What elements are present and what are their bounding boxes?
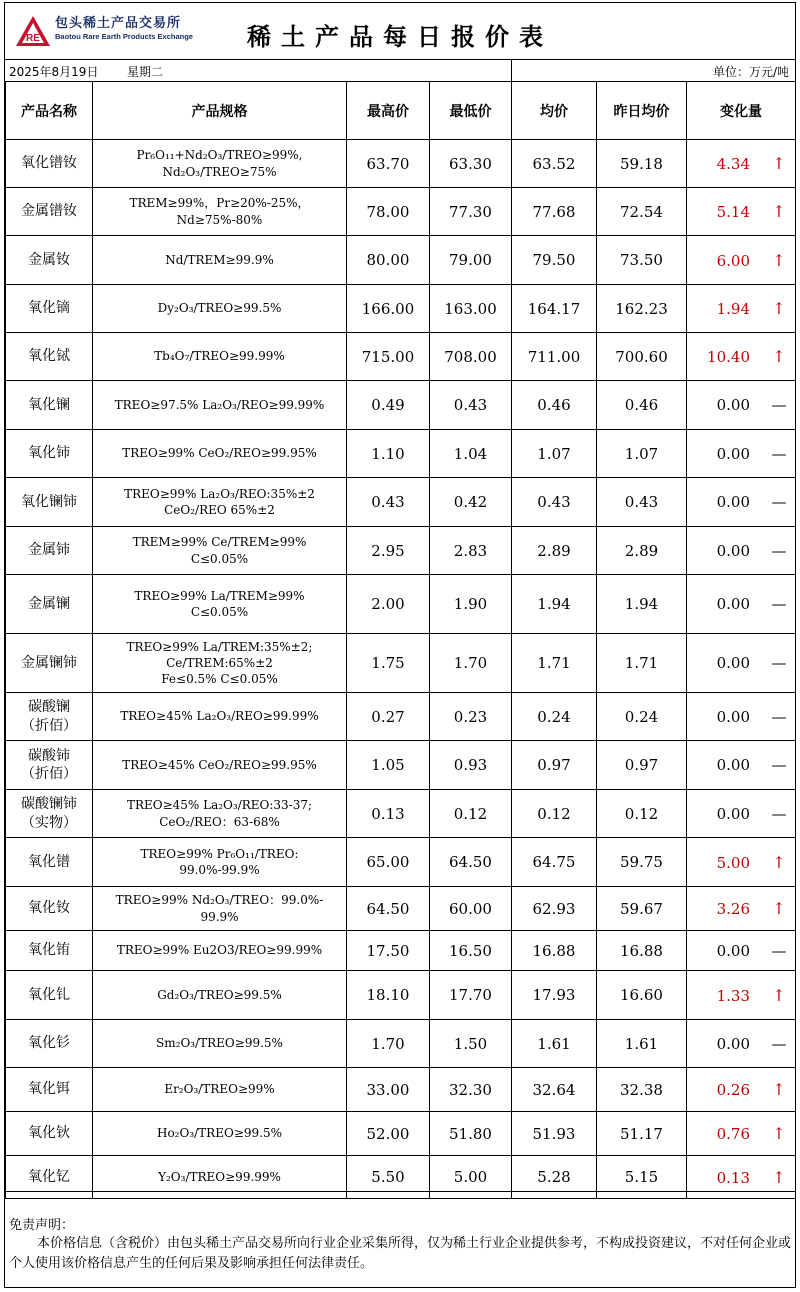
table-row — [6, 236, 796, 285]
low-price: 17.70 — [430, 971, 512, 1020]
product-name-cell — [6, 140, 93, 188]
product-spec-cell — [93, 333, 347, 381]
avg-price: 17.93 — [512, 971, 597, 1020]
change-cell — [687, 931, 796, 971]
product-spec-cell — [93, 478, 347, 527]
product-name: （实物） — [21, 814, 77, 831]
change-cell — [687, 236, 796, 285]
product-spec-line: Sm₂O₃/TREO≥99.5% — [156, 1036, 283, 1051]
change-cell — [687, 333, 796, 381]
change-value: 0.76 — [716, 1125, 750, 1143]
table-row — [6, 693, 796, 741]
product-name-cell — [6, 478, 93, 527]
product-name-cell — [6, 1020, 93, 1068]
low-price: 0.42 — [430, 478, 512, 527]
prev-avg-price: 51.17 — [597, 1112, 687, 1156]
product-spec-line: TREO≥99% La/TREM≥99% — [134, 588, 305, 603]
table-row — [6, 1068, 796, 1112]
high-price: 715.00 — [347, 333, 430, 381]
product-spec-line: TREO≥97.5% La₂O₃/REO≥99.99% — [114, 397, 325, 412]
change-cell — [687, 381, 796, 430]
table-row — [6, 430, 796, 478]
product-name-cell — [6, 693, 93, 741]
product-name-cell — [6, 188, 93, 236]
high-price: 1.70 — [347, 1020, 430, 1068]
product-spec-cell — [93, 1112, 347, 1156]
price-unit: 单位：万元/吨 — [712, 65, 789, 79]
low-price: 16.50 — [430, 931, 512, 971]
product-name-cell — [6, 575, 93, 634]
high-price: 64.50 — [347, 887, 430, 931]
product-spec-line: CeO₂/REO 65%±2 — [164, 503, 275, 517]
avg-price: 1.71 — [512, 634, 597, 693]
prev-avg-price: 73.50 — [597, 236, 687, 285]
low-price: 32.30 — [430, 1068, 512, 1112]
product-name-cell — [6, 381, 93, 430]
disclaimer-title: 免责声明： — [9, 1218, 75, 1233]
avg-price: 32.64 — [512, 1068, 597, 1112]
product-name-cell — [6, 634, 93, 693]
product-spec-cell — [93, 430, 347, 478]
exchange-name-cn: 包头稀土产品交易所 — [55, 16, 182, 31]
change-value: 6.00 — [716, 251, 750, 270]
product-spec-line: TREO≥99% Eu2O3/REO≥99.99% — [116, 943, 323, 958]
product-name-cell — [6, 790, 93, 838]
high-price: 2.00 — [347, 575, 430, 634]
low-price: 1.90 — [430, 575, 512, 634]
avg-price: 0.24 — [512, 693, 597, 741]
report-date: 2025年8月19日 — [9, 65, 99, 79]
change-value: 0.00 — [716, 1034, 750, 1053]
change-cell — [687, 575, 796, 634]
high-price: 80.00 — [347, 236, 430, 285]
high-price: 33.00 — [347, 1068, 430, 1112]
high-price: 0.27 — [347, 693, 430, 741]
high-price: 52.00 — [347, 1112, 430, 1156]
product-name: 氧化钇 — [28, 1168, 70, 1185]
product-spec-cell — [93, 790, 347, 838]
col-header-product-name: 产品名称 — [6, 82, 93, 140]
product-spec-line: Er₂O₃/TREO≥99% — [164, 1082, 275, 1097]
arrow-up-icon: ↑ — [772, 985, 786, 1005]
product-name: 金属镨钕 — [21, 203, 77, 220]
product-spec-line: TREO≥99% CeO₂/REO≥99.95% — [122, 446, 317, 461]
product-spec-cell — [93, 381, 347, 430]
change-cell — [687, 1020, 796, 1068]
prev-avg-price: 1.07 — [597, 430, 687, 478]
product-spec-line: CeO₂/REO：63-68% — [159, 814, 280, 829]
change-value: 0.00 — [716, 941, 750, 960]
low-price: 77.30 — [430, 188, 512, 236]
product-name: 金属镧铈 — [21, 654, 77, 671]
product-spec-cell — [93, 188, 347, 236]
product-spec-line: C≤0.05% — [190, 551, 249, 566]
product-spec-cell — [93, 693, 347, 741]
table-row — [6, 381, 796, 430]
low-price: 60.00 — [430, 887, 512, 931]
col-header-prev-avg: 昨日均价 — [597, 82, 687, 140]
low-price: 0.23 — [430, 693, 512, 741]
table-row — [6, 140, 796, 188]
prev-avg-price: 5.15 — [597, 1156, 687, 1199]
change-value: 10.40 — [707, 348, 750, 366]
avg-price: 51.93 — [512, 1112, 597, 1156]
change-cell — [687, 1112, 796, 1156]
arrow-up-icon: ↑ — [772, 154, 786, 173]
change-value: 0.00 — [716, 756, 750, 774]
product-name-cell — [6, 1112, 93, 1156]
change-cell — [687, 527, 796, 575]
prev-avg-price: 59.67 — [597, 887, 687, 931]
prev-avg-price: 72.54 — [597, 188, 687, 236]
product-spec-line: C≤0.05% — [190, 605, 249, 619]
table-row — [6, 188, 796, 236]
avg-price: 79.50 — [512, 236, 597, 285]
product-spec-cell — [93, 741, 347, 790]
dash-icon: — — [771, 493, 787, 511]
product-name: 氧化钆 — [28, 986, 70, 1003]
high-price: 1.05 — [347, 741, 430, 790]
low-price: 1.04 — [430, 430, 512, 478]
product-name: 金属铈 — [28, 542, 70, 559]
avg-price: 0.46 — [512, 381, 597, 430]
product-spec-line: Ce/TREM:65%±2 — [166, 655, 273, 670]
dash-icon: — — [771, 804, 787, 823]
product-name: 金属镧 — [28, 595, 70, 612]
avg-price: 0.97 — [512, 741, 597, 790]
product-spec-line: TREM≥99% Ce/TREM≥99% — [132, 535, 307, 550]
product-name: 氧化铒 — [28, 1081, 70, 1098]
table-row — [6, 527, 796, 575]
avg-price: 64.75 — [512, 838, 597, 887]
change-value: 0.00 — [716, 444, 750, 463]
change-value: 0.00 — [716, 595, 750, 613]
arrow-up-icon: ↑ — [772, 250, 786, 270]
change-value: 5.00 — [716, 853, 750, 872]
prev-avg-price: 700.60 — [597, 333, 687, 381]
dash-icon: — — [771, 396, 787, 414]
dash-icon: — — [771, 707, 787, 726]
prev-avg-price: 0.24 — [597, 693, 687, 741]
low-price: 63.30 — [430, 140, 512, 188]
change-cell — [687, 478, 796, 527]
product-spec-line: Gd₂O₃/TREO≥99.5% — [157, 987, 282, 1002]
product-name: 碳酸镧铈 — [21, 796, 77, 813]
change-value: 0.26 — [716, 1081, 750, 1099]
prev-avg-price: 59.75 — [597, 838, 687, 887]
dash-icon: — — [771, 444, 787, 463]
col-header-low: 最低价 — [430, 82, 512, 140]
low-price: 163.00 — [430, 285, 512, 333]
high-price: 166.00 — [347, 285, 430, 333]
change-cell — [687, 188, 796, 236]
product-spec-line: Nd≥75%-80% — [176, 212, 263, 227]
avg-price: 0.12 — [512, 790, 597, 838]
product-spec-line: Nd₂O₃/TREO≥75% — [162, 164, 277, 179]
low-price: 5.00 — [430, 1156, 512, 1199]
high-price: 65.00 — [347, 838, 430, 887]
arrow-up-icon: ↑ — [772, 1080, 786, 1099]
avg-price: 1.07 — [512, 430, 597, 478]
col-header-spec: 产品规格 — [93, 82, 347, 140]
product-name-cell — [6, 236, 93, 285]
product-name-cell — [6, 971, 93, 1020]
high-price: 0.43 — [347, 478, 430, 527]
col-header-high: 最高价 — [347, 82, 430, 140]
low-price: 51.80 — [430, 1112, 512, 1156]
prev-avg-price: 1.94 — [597, 575, 687, 634]
arrow-up-icon: ↑ — [772, 899, 786, 918]
high-price: 63.70 — [347, 140, 430, 188]
table-row — [6, 478, 796, 527]
disclaimer-text: 本价格信息（含税价）由包头稀土产品交易所向行业企业采集所得，仅为稀土行业企业提供参考，不构成投资建议，不对任何企业或个人使用该价格信息产生的任何后果及影响承担任何法律责任。 — [9, 1236, 792, 1272]
high-price: 18.10 — [347, 971, 430, 1020]
product-name: 氧化镧 — [28, 396, 70, 413]
avg-price: 16.88 — [512, 931, 597, 971]
sheet-header — [5, 3, 795, 60]
dash-icon: — — [771, 1034, 787, 1053]
product-spec-cell — [93, 575, 347, 634]
product-name-cell — [6, 1068, 93, 1112]
high-price: 1.10 — [347, 430, 430, 478]
change-value: 1.33 — [716, 986, 750, 1005]
table-row — [6, 741, 796, 790]
change-cell — [687, 634, 796, 693]
table-body — [6, 140, 796, 1199]
change-value: 0.00 — [716, 804, 750, 823]
high-price: 1.75 — [347, 634, 430, 693]
low-price: 79.00 — [430, 236, 512, 285]
product-name-cell — [6, 741, 93, 790]
report-weekday: 星期二 — [127, 65, 164, 79]
table-row — [6, 333, 796, 381]
product-spec-cell — [93, 527, 347, 575]
change-value: 0.13 — [716, 1168, 750, 1187]
low-price: 0.12 — [430, 790, 512, 838]
high-price: 17.50 — [347, 931, 430, 971]
change-value: 1.94 — [716, 300, 750, 318]
arrow-up-icon: ↑ — [772, 202, 786, 221]
table-row — [6, 931, 796, 971]
product-name: 碳酸镧 — [28, 699, 70, 716]
low-price: 1.50 — [430, 1020, 512, 1068]
arrow-up-icon: ↑ — [772, 347, 786, 366]
change-value: 3.26 — [716, 900, 750, 918]
change-cell — [687, 140, 796, 188]
product-spec-cell — [93, 887, 347, 931]
change-value: 4.34 — [716, 155, 750, 173]
change-cell — [687, 430, 796, 478]
table-row — [6, 971, 796, 1020]
price-table — [5, 81, 796, 1199]
product-spec-line: Tb₄O₇/TREO≥99.99% — [154, 349, 285, 364]
product-spec-cell — [93, 140, 347, 188]
prev-avg-price: 0.46 — [597, 381, 687, 430]
high-price: 5.50 — [347, 1156, 430, 1199]
table-row — [6, 838, 796, 887]
prev-avg-price: 0.12 — [597, 790, 687, 838]
dash-icon: — — [771, 756, 787, 774]
low-price: 0.93 — [430, 741, 512, 790]
change-cell — [687, 1068, 796, 1112]
table-row — [6, 1020, 796, 1068]
product-name: 氧化铈 — [28, 445, 70, 462]
product-name: 氧化镨钕 — [21, 155, 77, 172]
product-spec-line: TREO≥45% CeO₂/REO≥99.95% — [122, 757, 317, 772]
sheet-title: 稀土产品每日报价表 — [247, 23, 553, 51]
price-sheet — [4, 2, 796, 1288]
avg-price: 164.17 — [512, 285, 597, 333]
low-price: 2.83 — [430, 527, 512, 575]
change-cell — [687, 741, 796, 790]
arrow-up-icon: ↑ — [772, 852, 786, 872]
product-name: 碳酸铈 — [28, 747, 70, 764]
product-name: 氧化镨 — [28, 853, 70, 870]
dash-icon: — — [771, 654, 787, 672]
product-spec-line: Nd/TREM≥99.9% — [165, 252, 274, 267]
high-price: 0.49 — [347, 381, 430, 430]
product-spec-line: TREO≥99% La/TREM:35%±2; — [126, 639, 313, 654]
prev-avg-price: 16.88 — [597, 931, 687, 971]
disclaimer-section — [5, 1191, 795, 1288]
product-name: （折佰） — [21, 766, 77, 782]
product-name-cell — [6, 333, 93, 381]
high-price: 0.13 — [347, 790, 430, 838]
product-name: 氧化镝 — [28, 300, 70, 317]
table-row — [6, 790, 796, 838]
change-value: 0.00 — [716, 654, 750, 672]
arrow-up-icon: ↑ — [772, 299, 786, 318]
high-price: 2.95 — [347, 527, 430, 575]
product-spec-line: TREO≥45% La₂O₃/REO:33-37; — [126, 798, 313, 813]
product-name-cell — [6, 527, 93, 575]
product-name-cell — [6, 838, 93, 887]
product-spec-line: TREM≥99%，Pr≥20%-25%， — [129, 196, 310, 211]
product-name-cell — [6, 931, 93, 971]
table-row — [6, 634, 796, 693]
product-spec-cell — [93, 285, 347, 333]
prev-avg-price: 59.18 — [597, 140, 687, 188]
product-spec-cell — [93, 931, 347, 971]
avg-price: 1.61 — [512, 1020, 597, 1068]
product-name: 氧化铕 — [28, 942, 70, 959]
product-name-cell — [6, 285, 93, 333]
product-spec-line: TREO≥99% La₂O₃/REO:35%±2 — [124, 486, 315, 501]
avg-price: 77.68 — [512, 188, 597, 236]
product-spec-line: Ho₂O₃/TREO≥99.5% — [156, 1126, 282, 1141]
product-name-cell — [6, 430, 93, 478]
product-spec-cell — [93, 1020, 347, 1068]
low-price: 1.70 — [430, 634, 512, 693]
product-name: 氧化镧铈 — [21, 493, 77, 510]
prev-avg-price: 162.23 — [597, 285, 687, 333]
prev-avg-price: 16.60 — [597, 971, 687, 1020]
bar-divider — [511, 59, 512, 81]
col-header-avg: 均价 — [512, 82, 597, 140]
product-name: 氧化钕 — [28, 900, 70, 917]
change-value: 5.14 — [716, 203, 750, 221]
product-name-cell — [6, 887, 93, 931]
product-spec-cell — [93, 634, 347, 693]
table-header-row — [6, 82, 796, 140]
arrow-up-icon: ↑ — [772, 1124, 786, 1143]
change-cell — [687, 838, 796, 887]
product-name: 氧化钐 — [28, 1035, 70, 1052]
exchange-name-en: Baotou Rare Earth Products Exchange — [55, 32, 193, 41]
product-spec-line: TREO≥45% La₂O₃/REO≥99.99% — [120, 709, 319, 724]
product-name: 氧化铽 — [28, 348, 70, 365]
product-name: 金属钕 — [28, 251, 70, 268]
prev-avg-price: 32.38 — [597, 1068, 687, 1112]
avg-price: 62.93 — [512, 887, 597, 931]
product-spec-cell — [93, 236, 347, 285]
change-cell — [687, 693, 796, 741]
low-price: 64.50 — [430, 838, 512, 887]
prev-avg-price: 1.61 — [597, 1020, 687, 1068]
product-spec-line: TREO≥99% Nd₂O₃/TREO：99.0%- — [115, 893, 324, 908]
product-spec-line: TREO≥99% Pr₆O₁₁/TREO: — [140, 846, 299, 861]
product-spec-line: Pr₆O₁₁+Nd₂O₃/TREO≥99%, — [136, 148, 303, 163]
product-spec-cell — [93, 1068, 347, 1112]
prev-avg-price: 0.43 — [597, 478, 687, 527]
prev-avg-price: 0.97 — [597, 741, 687, 790]
product-name: 氧化钬 — [28, 1125, 70, 1142]
product-spec-line: 99.9% — [200, 909, 239, 924]
low-price: 0.43 — [430, 381, 512, 430]
svg-text:RE: RE — [26, 33, 40, 44]
high-price: 78.00 — [347, 188, 430, 236]
product-name: （折佰） — [21, 717, 77, 734]
product-spec-line: Fe≤0.5% C≤0.05% — [161, 672, 278, 687]
change-cell — [687, 887, 796, 931]
date-unit-bar — [5, 59, 795, 82]
avg-price: 1.94 — [512, 575, 597, 634]
change-cell — [687, 285, 796, 333]
arrow-up-icon: ↑ — [772, 1167, 786, 1187]
product-spec-line: Dy₂O₃/TREO≥99.5% — [157, 301, 282, 316]
table-row — [6, 285, 796, 333]
low-price: 708.00 — [430, 333, 512, 381]
change-value: 0.00 — [716, 493, 750, 511]
prev-avg-price: 1.71 — [597, 634, 687, 693]
product-spec-cell — [93, 838, 347, 887]
change-value: 0.00 — [716, 707, 750, 726]
col-header-change: 变化量 — [687, 82, 796, 140]
change-value: 0.00 — [716, 541, 750, 560]
table-row — [6, 1112, 796, 1156]
table-row — [6, 887, 796, 931]
avg-price: 63.52 — [512, 140, 597, 188]
avg-price: 2.89 — [512, 527, 597, 575]
change-cell — [687, 790, 796, 838]
dash-icon: — — [771, 595, 787, 613]
avg-price: 5.28 — [512, 1156, 597, 1199]
change-value: 0.00 — [716, 396, 750, 414]
avg-price: 711.00 — [512, 333, 597, 381]
dash-icon: — — [771, 941, 787, 960]
dash-icon: — — [771, 541, 787, 560]
product-spec-line: 99.0%-99.9% — [179, 863, 260, 877]
change-cell — [687, 971, 796, 1020]
avg-price: 0.43 — [512, 478, 597, 527]
prev-avg-price: 2.89 — [597, 527, 687, 575]
product-spec-line: Y₂O₃/TREO≥99.99% — [158, 1169, 281, 1184]
product-spec-cell — [93, 971, 347, 1020]
table-row — [6, 575, 796, 634]
